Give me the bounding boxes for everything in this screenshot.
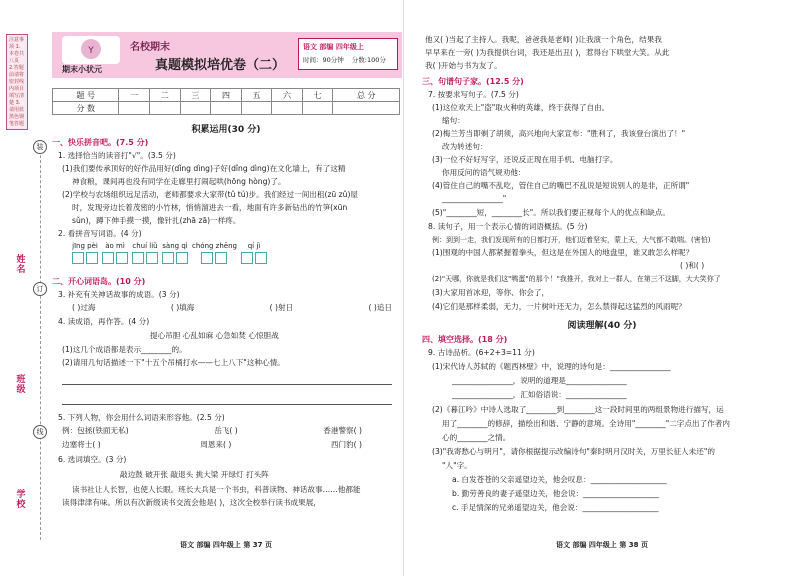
fold-mark: 装 — [33, 140, 47, 154]
score-header-cell: 三 — [180, 89, 211, 102]
q6-line: 读得津津有味。所以有次新级读书交流会他是( )，这次全校举行读书成果展， — [62, 498, 321, 507]
fold-mark: 订 — [33, 282, 47, 296]
question-6: 6. 选词填空。(3 分) — [58, 455, 127, 464]
q7-line: 缩句： — [442, 116, 465, 125]
r-line: 我( )开始与书为友了。 — [425, 61, 502, 70]
q7-line: (5)"________短，________长"。所以我们要正视每个人的优点和缺点。 — [432, 208, 670, 217]
write-cell[interactable] — [176, 252, 188, 264]
time-label: 时间：90分钟 — [303, 56, 344, 64]
logo-icon — [62, 36, 120, 64]
write-cell[interactable] — [146, 252, 158, 264]
score-cell[interactable] — [211, 102, 242, 115]
pinyin-label: qí jì — [247, 242, 261, 250]
page-footer-right: 语文 部编 四年级上 第 38 页 — [556, 541, 648, 549]
q7-line: (4)管住自己的嘴不乱吃，管住自己的嘴巴不乱说是短说别人的是非，正所谓" — [432, 181, 690, 190]
r-line: 他又( )当起了主持人。我呢，爸爸我是老师( )让我演一个角色，结果我 — [425, 35, 662, 44]
q9-line: ________________，说明的道理是________________ — [452, 376, 627, 385]
q5-item[interactable]: 边塞将士( ) — [62, 440, 101, 449]
question-7: 7. 按要求写句子。(7.5 分) — [428, 90, 519, 99]
write-cell[interactable] — [86, 252, 98, 264]
pinyin-label: jīng pèi — [72, 242, 98, 250]
q9-line: (2)《暮江吟》中诗人选取了________到________这一段时间里的两组景物进行描写，运 — [432, 405, 724, 414]
score-table — [52, 88, 400, 115]
q7-line: (3)一位不好好写字，还说反正现在用手机、电脑打字。 — [432, 155, 618, 164]
q1-line: 神食粮，课间再也没有同学在走廊里打闹起哄(hōng hòng)了。 — [72, 177, 286, 186]
score-header-cell: 一 — [119, 89, 150, 102]
section-1-title: 一、快乐拼音吧。(7.5 分) — [52, 138, 149, 147]
q3-item[interactable]: ( )填海 — [170, 303, 195, 312]
pinyin-label: chuí liǔ — [132, 242, 158, 250]
question-8: 8. 读句子，用一个表示心情的词语概括。(5 分) — [428, 222, 588, 231]
q4-a: (1)这几个成语都是表示________的。 — [62, 345, 187, 354]
score-header-cell: 总 分 — [333, 89, 400, 102]
score-cell[interactable] — [119, 102, 150, 115]
q8-line: (4)它们是那样柔弱，无力，一片树叶还无力，怎么禁得起这猛烈的风雨呢？ — [432, 302, 686, 311]
q3-item[interactable]: ( )追日 — [368, 303, 392, 312]
score-label: 分数:100分 — [351, 56, 386, 64]
q9-line: ________________，汇如俗语说：________________ — [452, 390, 627, 399]
write-cell[interactable] — [201, 252, 213, 264]
r-line: 早早来在一旁( )为我提供台词，我还是出丑( )，惹得台下哄堂大笑。从此 — [425, 48, 670, 57]
q5-item[interactable]: 香港警察( ) — [323, 426, 362, 435]
q6-line: 读书社让人长智，也使人长眼。班长大兵是一个书虫，科普读物、神话故事……他都能 — [72, 485, 361, 494]
q8-line: (2)"天哪，你就是我们这"鸭蛋"的那个！"我推开，我对上一群人，在第三不这脚，大大笑你了 — [432, 275, 721, 283]
page-footer-left: 语文 部编 四年级上 第 37 页 — [180, 541, 272, 549]
section-4-title: 四、填空选择。(18 分) — [422, 335, 508, 344]
section-3-title: 三、句谱句子家。(12.5 分) — [422, 77, 524, 86]
school-label: 学校 — [16, 490, 26, 510]
write-cell[interactable] — [241, 252, 253, 264]
q7-line: ________________" — [442, 194, 507, 203]
q8-line: (3)大家用首冰迎，等你、你会了， — [432, 288, 550, 297]
q9-option: a. 白发苍苍的父亲遥望边关，他会叹息：____________________ — [452, 475, 667, 484]
score-header-cell: 七 — [302, 89, 333, 102]
score-cell[interactable] — [302, 102, 333, 115]
page-title: 真题模拟培优卷（二） — [155, 58, 286, 73]
part2-title: 阅读理解(40 分) — [567, 321, 637, 331]
logo-badge — [62, 36, 120, 64]
svg-text:Y: Y — [88, 46, 94, 56]
pinyin-grid — [72, 242, 271, 264]
part1-title: 积累运用(30 分) — [191, 125, 261, 135]
q5-item: 例：包拯(铁面无私) — [62, 426, 129, 435]
score-header-cell: 题 号 — [53, 89, 119, 102]
write-cell[interactable] — [215, 252, 227, 264]
q7-line: (2)梅兰芳当即剃了胡须，高兴地向大家宣布："胜利了，我该登台演出了！" — [432, 129, 686, 138]
score-cell[interactable] — [180, 102, 211, 115]
score-cell[interactable] — [272, 102, 303, 115]
write-cell[interactable] — [255, 252, 267, 264]
write-cell[interactable] — [132, 252, 144, 264]
q7-line: 你用反问的语气规劝他： — [442, 168, 526, 177]
q7-line: (1)这位欢天上"盗"取火种的英雄，终于获得了自由。 — [432, 103, 610, 112]
name-label: 姓名 — [16, 255, 26, 275]
q3-item[interactable]: ( )过海 — [72, 303, 96, 312]
q9-line: 心的________之情。 — [442, 433, 511, 442]
score-row-label: 分 数 — [53, 102, 119, 115]
q1-line: 时，发现旁边长着茂密的小竹林，悄悄溜进去一看，地面有许多新钻出的竹笋(xūn — [72, 203, 348, 212]
q1-line: (2)学校与农场组织远足活动，老师都要求大家带(tǔ tú)步。我们经过一间出租(zū zǔ)屋 — [62, 190, 359, 199]
pinyin-label: ào mì — [105, 242, 125, 250]
q8-answer[interactable]: ( )和( ) — [680, 261, 705, 270]
pinyin-label: sàng qì — [162, 242, 188, 250]
binding-notice: 注意事项 1.本卷共八页 2.答题前请将密封线内项目填写清楚 3.请用蓝黑色钢笔答题 — [6, 34, 28, 130]
question-4: 4. 读成语，再作答。(4 分) — [58, 317, 150, 326]
score-header-cell: 五 — [241, 89, 272, 102]
score-cell[interactable] — [241, 102, 272, 115]
q9-option: c. 手足情深的兄弟遥望边关，他会说：____________________ — [452, 503, 659, 512]
publisher-title: 名校期末 — [130, 42, 170, 53]
write-cell[interactable] — [162, 252, 174, 264]
q4-words: 提心吊胆 心乱如麻 心急如焚 心惊胆战 — [150, 331, 279, 340]
q1-line: (1)我们要传承顶好的好作品用好(dǐng dìng)子好(dǐng dìng)在文化墙上，有了这精 — [62, 164, 346, 173]
series-name: 期末小状元 — [62, 65, 102, 74]
q8-line: (1)围观的中国人都紧握着拳头，但这是在外国人的地盘里，谁又敢怎么样呢？ — [432, 248, 694, 257]
question-5: 5. 下列人物，你会用什么词语来形容他。(2.5 分) — [58, 413, 225, 422]
question-2: 2. 看拼音写词语。(4 分) — [58, 229, 142, 238]
binding-margin — [0, 0, 50, 576]
write-cell[interactable] — [116, 252, 128, 264]
section-2-title: 二、开心词语岛。(10 分) — [52, 277, 146, 286]
write-cell[interactable] — [102, 252, 114, 264]
pinyin-label: chóng zhēng — [192, 242, 237, 250]
question-9: 9. 古诗品析。(6+2+3=11 分) — [428, 348, 535, 357]
fold-mark: 线 — [33, 425, 47, 439]
question-1: 1. 选择恰当的读音打"√"。(3.5 分) — [58, 151, 176, 160]
q3-items — [72, 302, 392, 314]
score-cell[interactable] — [150, 102, 181, 115]
q6-words: 敲边鼓 破开张 敲退头 挑大梁 开绿灯 打头阵 — [120, 470, 269, 479]
q5-item[interactable]: 西门豹( ) — [330, 440, 362, 449]
class-label: 班级 — [16, 375, 26, 395]
answer-line[interactable] — [62, 404, 392, 405]
q1-line: sǔn)，蹲下伸手摸一摸，像针扎(zhā zā)一样疼。 — [72, 216, 241, 225]
q9-line: (1)宋代诗人苏轼的《题西林壁》中，说理的诗句是：________________ — [432, 362, 671, 371]
q8-example: 例：到到一走，我们发现所有的日都打开，他们迈着坚实，蒙上天，大气都不敢喘。(害怕) — [432, 236, 711, 244]
cut-line — [40, 140, 41, 540]
subject-label: 语文 部编 四年级上 — [303, 43, 364, 51]
q9-option: b. 勤劳善良的妻子遥望边关，他会说：____________________ — [452, 489, 660, 498]
q9-line: (3)"我寄愁心与明月"，请你根据提示改编诗句"秦时明月汉时关，万里长征人未还"的 — [432, 447, 715, 456]
q5-row — [62, 439, 362, 451]
score-header-cell: 二 — [150, 89, 181, 102]
q5-item[interactable]: 岳飞( ) — [214, 426, 238, 435]
q5-row — [62, 425, 362, 437]
q5-item[interactable]: 周恩来( ) — [200, 440, 232, 449]
page-divider — [403, 0, 404, 576]
write-cell[interactable] — [72, 252, 84, 264]
score-header-cell: 六 — [272, 89, 303, 102]
question-3: 3. 补充有关神话故事的成语。(3 分) — [58, 290, 180, 299]
q3-item[interactable]: ( )射日 — [269, 303, 294, 312]
score-cell[interactable] — [333, 102, 400, 115]
exam-info-box — [298, 38, 398, 70]
q9-line: 用了________的修辞，描绘出和谐、宁静的意境。全诗用"________"二字点出了作者内 — [442, 419, 730, 428]
q7-line: 改为转述句： — [442, 142, 488, 151]
q4-b: (2)请用几句话描述一下"十五个吊桶打水——七上八下"这种心情。 — [62, 358, 285, 367]
score-header-cell: 四 — [211, 89, 242, 102]
answer-line[interactable] — [62, 384, 392, 385]
q9-line: "人"字。 — [442, 461, 472, 470]
